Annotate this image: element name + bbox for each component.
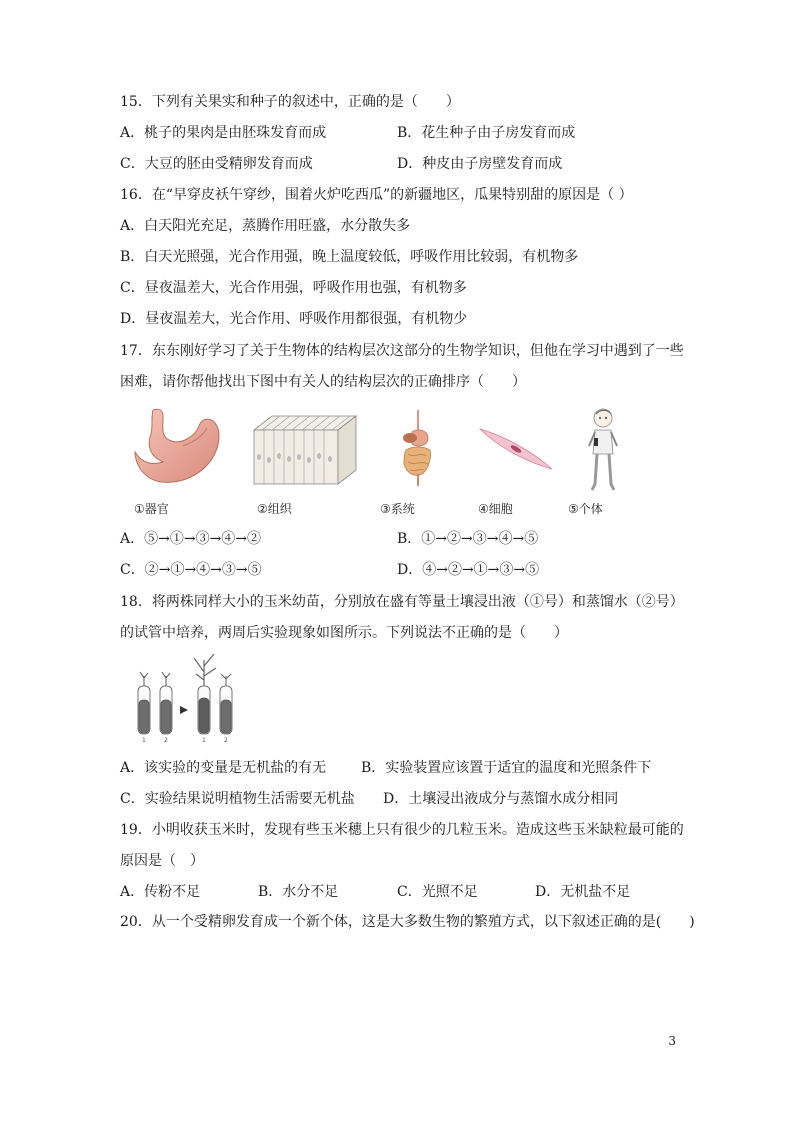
figure-label-tissue: ②组织 <box>257 502 292 516</box>
q18-stem-line2: 的试管中培养，两周后实验现象如图所示。下列说法不正确的是（ ） <box>120 625 568 641</box>
digestive-system-image <box>398 408 438 490</box>
q15-stem: 15．下列有关果实和种子的叙述中，正确的是（ ） <box>120 94 460 110</box>
tube-label-2: 2 <box>164 737 168 744</box>
q19-stem-line2: 原因是（ ） <box>120 853 204 869</box>
q17-stem-line1: 17．东东刚好学习了关于生物体的结构层次这部分的生物学知识，但他在学习中遇到了一些 <box>120 343 684 359</box>
q17-option-a: A．⑤→①→③→④→② <box>120 531 262 547</box>
figure-label-system: ③系统 <box>380 502 415 516</box>
q15-option-d: D．种皮由子房壁发育而成 <box>397 156 563 172</box>
q15-option-b: B．花生种子由子房发育而成 <box>397 125 576 141</box>
figure-label-individual: ⑤个体 <box>568 502 603 516</box>
figure-label-organ: ①器官 <box>134 502 169 516</box>
tube-label-1: 1 <box>142 737 146 744</box>
q17-option-c: C．②→①→④→③→⑤ <box>120 562 262 578</box>
muscle-cell-image <box>478 425 554 471</box>
page-number: 3 <box>668 1034 676 1048</box>
q19-stem-line1: 19．小明收获玉米时，发现有些玉米穗上只有很少的几粒玉米。造成这些玉米缺粒最可能的 <box>120 822 684 838</box>
q18-stem-line1: 18．将两株同样大小的玉米幼苗，分别放在盛有等量土壤浸出液（①号）和蒸馏水（②号） <box>120 594 684 610</box>
tube-label-1-after: 1 <box>202 737 206 744</box>
q16-stem: 16．在“早穿皮袄午穿纱，围着火炉吃西瓜”的新疆地区，瓜果特别甜的原因是（ ） <box>120 187 633 203</box>
figure-label-cell: ④细胞 <box>478 502 513 516</box>
child-individual-image <box>586 406 620 494</box>
q16-option-b: B．白天光照强，光合作用强，晚上温度较低，呼吸作用比较弱，有机物多 <box>120 249 579 265</box>
q15-option-c: C．大豆的胚由受精卵发育而成 <box>120 156 313 172</box>
q16-option-d: D．昼夜温差大，光合作用、呼吸作用都很强，有机物少 <box>120 311 468 327</box>
q20-stem: 20．从一个受精卵发育成一个新个体，这是大多数生物的繁殖方式，以下叙述正确的是( ) <box>120 914 695 930</box>
tissue-image <box>250 412 360 487</box>
q19-option-d: D．无机盐不足 <box>535 884 631 900</box>
q19-option-a: A．传粉不足 <box>120 884 201 900</box>
q15-option-a: A．桃子的果肉是由胚珠发育而成 <box>120 125 327 141</box>
q18-option-b: B．实验装置应该置于适宜的温度和光照条件下 <box>361 760 652 776</box>
q19-option-b: B．水分不足 <box>258 884 339 900</box>
q18-option-c: C．实验结果说明植物生活需要无机盐 <box>120 791 355 807</box>
q18-option-a: A．该实验的变量是无机盐的有无 <box>120 760 327 776</box>
q16-option-c: C．昼夜温差大，光合作用强，呼吸作用也强，有机物多 <box>120 280 467 296</box>
stomach-organ-image <box>133 406 225 492</box>
q19-option-c: C．光照不足 <box>397 884 478 900</box>
q16-option-a: A．白天阳光充足，蒸腾作用旺盛，水分散失多 <box>120 218 411 234</box>
tube-label-2-after: 2 <box>224 737 228 744</box>
q18-option-d: D．土壤浸出液成分与蒸馏水成分相同 <box>383 791 619 807</box>
q17-stem-line2: 困难，请你帮他找出下图中有关人的结构层次的正确排序（ ） <box>120 374 526 390</box>
q17-option-d: D．④→②→①→③→⑤ <box>397 562 540 578</box>
test-tube-experiment-image <box>132 652 242 744</box>
q17-option-b: B．①→②→③→④→⑤ <box>397 531 539 547</box>
